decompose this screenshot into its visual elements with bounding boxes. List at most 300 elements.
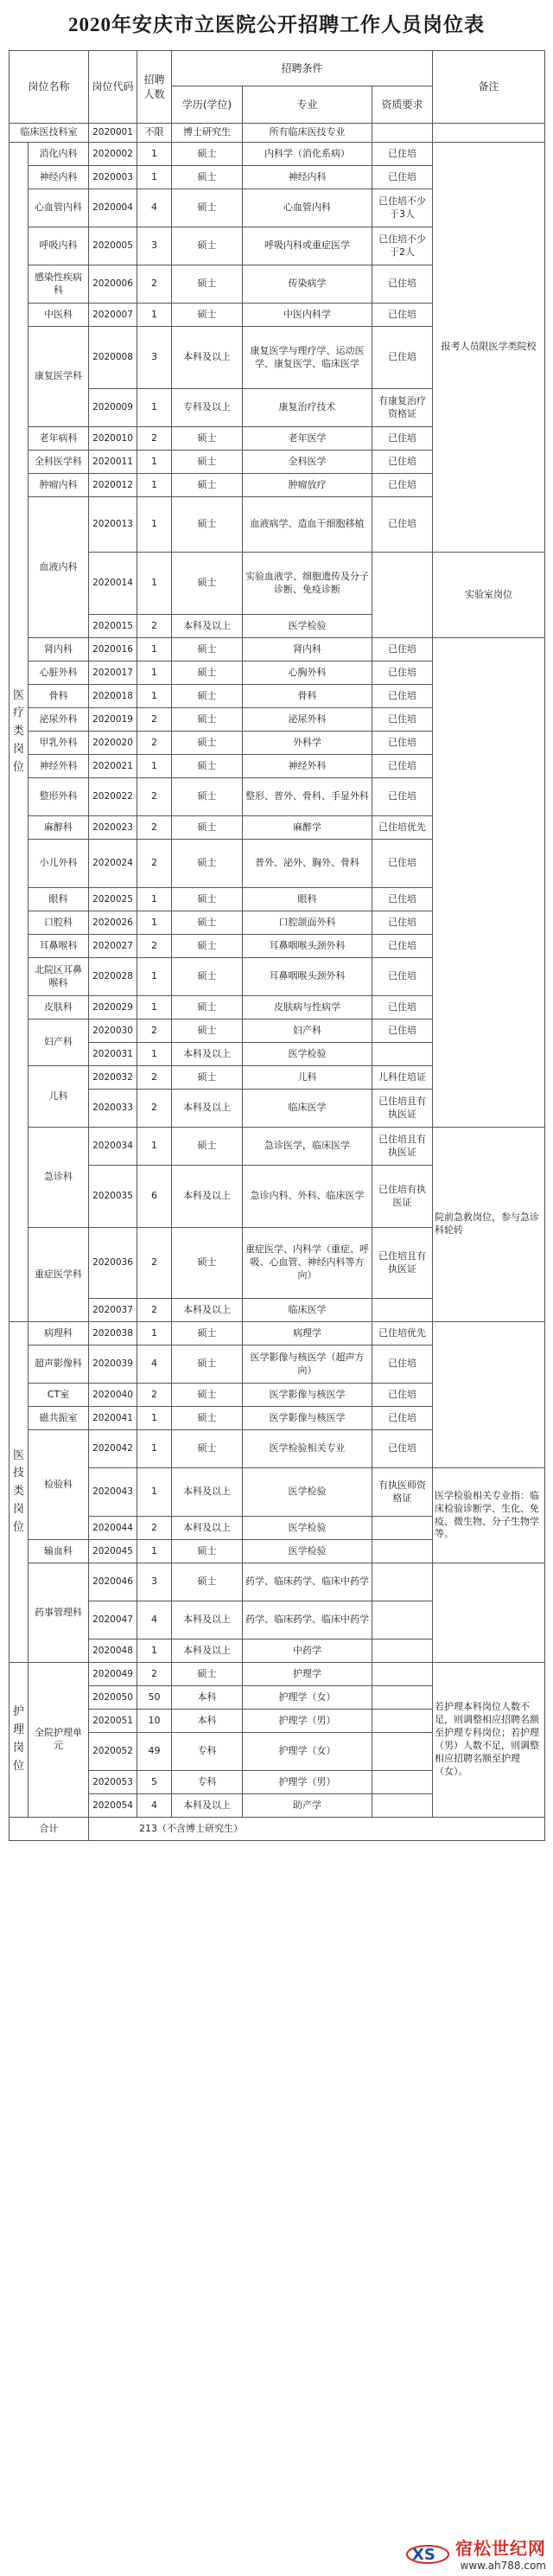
education-cell: 本科 [172,1686,243,1710]
post-code-cell: 2020009 [89,389,137,427]
count-cell: 1 [137,389,172,427]
major-cell: 神经内科 [243,166,372,189]
remarks-cell: 院前急救岗位，参与急诊科轮转 [433,1128,545,1322]
count-cell: 4 [137,1794,172,1818]
major-cell: 护理学（女） [243,1733,372,1771]
education-cell: 硕士 [172,888,243,911]
qualification-cell: 已住培且有执医证 [372,1090,433,1128]
education-cell: 本科及以上 [172,1299,243,1322]
qualification-cell [372,1771,433,1794]
education-cell: 硕士 [172,1563,243,1601]
major-cell: 急诊内科、外科、临床医学 [243,1166,372,1228]
post-code-cell: 2020041 [89,1407,137,1430]
dept-cell: 全科医学科 [29,451,89,474]
table-row [10,143,545,166]
post-code-cell: 2020025 [89,888,137,911]
qualification-cell: 已住培不少于3人 [372,189,433,227]
post-code-cell: 2020047 [89,1601,137,1640]
qualification-cell: 已住培 [372,474,433,497]
dept-cell: 呼吸内科 [29,227,89,265]
post-code-cell: 2020054 [89,1794,137,1818]
count-cell: 2 [137,615,172,638]
post-code-cell: 2020008 [89,327,137,389]
major-cell: 麻醉学 [243,816,372,840]
dept-cell: 肾内科 [29,638,89,662]
dept-cell: 骨科 [29,685,89,708]
count-cell: 2 [137,778,172,816]
dept-cell: 全院护理单元 [29,1663,89,1818]
dept-cell: 眼科 [29,888,89,911]
education-cell: 博士研究生 [172,124,243,143]
major-cell: 医学检验 [243,1517,372,1540]
major-cell: 重症医学、内科学（重症、呼吸、心血管、神经内科等方向） [243,1228,372,1299]
post-code-cell: 2020001 [89,124,137,143]
post-code-cell: 2020046 [89,1563,137,1601]
education-cell: 硕士 [172,1430,243,1468]
major-cell: 耳鼻咽喉头颈外科 [243,958,372,996]
post-code-cell: 2020019 [89,708,137,732]
post-code-cell: 2020036 [89,1228,137,1299]
qualification-cell: 已住培优先 [372,816,433,840]
site-watermark [334,2533,546,2573]
education-cell: 硕士 [172,1407,243,1430]
qualification-cell: 有执医师资格证 [372,1468,433,1517]
qualification-cell: 已住培 [372,732,433,755]
education-cell: 本科及以上 [172,615,243,638]
education-cell: 硕士 [172,638,243,662]
post-code-cell: 2020017 [89,662,137,685]
qualification-cell [372,1601,433,1640]
post-code-cell: 2020045 [89,1540,137,1563]
table-row [10,1468,545,1517]
major-cell: 护理学（女） [243,1686,372,1710]
qualification-cell: 已住培不少于2人 [372,227,433,265]
major-cell: 血液病学、造血干细胞移植 [243,497,372,553]
table-row [10,1322,545,1346]
education-cell: 硕士 [172,427,243,451]
qualification-cell: 已住培 [372,143,433,166]
count-cell: 1 [137,166,172,189]
dept-cell: 消化内科 [29,143,89,166]
post-code-cell: 2020048 [89,1640,137,1663]
positions-table [9,50,545,1841]
qualification-cell [372,1794,433,1818]
dept-cell: 整形外科 [29,778,89,816]
major-cell: 全科医学 [243,451,372,474]
major-cell: 医学影像与核医学 [243,1384,372,1407]
count-cell: 2 [137,708,172,732]
count-cell: 2 [137,840,172,888]
major-cell: 药学、临床药学、临床中药学 [243,1563,372,1601]
education-cell: 本科及以上 [172,1166,243,1228]
table-row [10,553,545,615]
post-code-cell: 2020037 [89,1299,137,1322]
count-cell: 4 [137,1346,172,1384]
table-row [10,1663,545,1686]
major-cell: 病理学 [243,1322,372,1346]
post-code-cell: 2020002 [89,143,137,166]
education-cell: 本科及以上 [172,1794,243,1818]
dept-cell: 耳鼻喉科 [29,935,89,958]
major-cell: 心胸外科 [243,662,372,685]
education-cell: 硕士 [172,778,243,816]
qualification-cell [372,1733,433,1771]
count-cell: 4 [137,1601,172,1640]
post-code-cell: 2020029 [89,996,137,1020]
dept-cell: 心血管内科 [29,189,89,227]
major-cell: 泌尿外科 [243,708,372,732]
education-cell: 硕士 [172,816,243,840]
major-cell: 康复医学与理疗学、运动医学、康复医学、临床医学 [243,327,372,389]
education-cell: 硕士 [172,1128,243,1166]
dept-cell: 北院区耳鼻喉科 [29,958,89,996]
qualification-cell [372,1517,433,1540]
major-cell: 所有临床医技专业 [243,124,372,143]
education-cell: 本科及以上 [172,327,243,389]
post-code-cell: 2020040 [89,1384,137,1407]
education-cell: 硕士 [172,143,243,166]
qualification-cell: 已住培 [372,662,433,685]
post-code-cell: 2020014 [89,553,137,615]
dept-cell: 泌尿外科 [29,708,89,732]
table-body [10,124,545,1818]
post-code-cell: 2020044 [89,1517,137,1540]
post-code-cell: 2020053 [89,1771,137,1794]
count-cell: 1 [137,638,172,662]
qualification-cell: 已住培 [372,755,433,778]
count-cell: 2 [137,1228,172,1299]
qualification-cell [372,1663,433,1686]
major-cell: 眼科 [243,888,372,911]
qualification-cell [372,1640,433,1663]
count-cell: 2 [137,427,172,451]
dept-cell: 感染性疾病科 [29,265,89,304]
dept-cell: 临床医技科室 [10,124,89,143]
education-cell: 硕士 [172,1066,243,1090]
post-code-cell: 2020010 [89,427,137,451]
count-cell: 2 [137,1066,172,1090]
dept-cell: 检验科 [29,1430,89,1540]
header-count: 招聘人数 [137,51,172,124]
count-cell: 2 [137,265,172,304]
post-code-cell: 2020004 [89,189,137,227]
dept-cell: 皮肤科 [29,996,89,1020]
post-code-cell: 2020007 [89,304,137,327]
dept-cell: 磁共振室 [29,1407,89,1430]
count-cell: 2 [137,1299,172,1322]
qualification-cell: 已住培 [372,327,433,389]
education-cell: 本科及以上 [172,1090,243,1128]
count-cell: 1 [137,1322,172,1346]
table-row [10,1128,545,1166]
dept-cell: 肿瘤内科 [29,474,89,497]
major-cell: 临床医学 [243,1299,372,1322]
svg-text:XS: XS [412,2546,435,2564]
dept-cell: 超声影像科 [29,1346,89,1384]
post-code-cell: 2020052 [89,1733,137,1771]
major-cell: 口腔颌面外科 [243,911,372,935]
post-code-cell: 2020033 [89,1090,137,1128]
major-cell: 医学检验 [243,1540,372,1563]
header-remarks: 备注 [433,51,545,124]
education-cell: 本科及以上 [172,1517,243,1540]
major-cell: 医学检验 [243,1043,372,1066]
major-cell: 耳鼻咽喉头颈外科 [243,935,372,958]
count-cell: 1 [137,1430,172,1468]
major-cell: 皮肤病与性病学 [243,996,372,1020]
major-cell: 老年医学 [243,427,372,451]
dept-cell: 病理科 [29,1322,89,1346]
category-cell: 医技类岗位 [10,1322,29,1663]
header-major: 专业 [243,86,372,124]
qualification-cell: 已住培 [372,304,433,327]
post-code-cell: 2020015 [89,615,137,638]
count-cell: 1 [137,1128,172,1166]
education-cell: 硕士 [172,265,243,304]
table-row [10,124,545,143]
post-code-cell: 2020050 [89,1686,137,1710]
count-cell: 2 [137,1663,172,1686]
post-code-cell: 2020043 [89,1468,137,1517]
post-code-cell: 2020024 [89,840,137,888]
major-cell: 肾内科 [243,638,372,662]
count-cell: 6 [137,1166,172,1228]
dept-cell: 口腔科 [29,911,89,935]
major-cell: 急诊医学，临床医学 [243,1128,372,1166]
major-cell: 助产学 [243,1794,372,1818]
post-code-cell: 2020012 [89,474,137,497]
dept-cell: 小儿外科 [29,840,89,888]
qualification-cell: 已住培 [372,1407,433,1430]
count-cell: 2 [137,1384,172,1407]
education-cell: 硕士 [172,996,243,1020]
education-cell: 硕士 [172,497,243,553]
qualification-cell [372,1299,433,1322]
major-cell: 医学检验 [243,615,372,638]
education-cell: 硕士 [172,1384,243,1407]
count-cell: 3 [137,1563,172,1601]
education-cell: 硕士 [172,755,243,778]
total-value: 213（不含博士研究生） [89,1818,545,1841]
count-cell: 49 [137,1733,172,1771]
dept-cell: 药事管理科 [29,1563,89,1663]
qualification-cell: 已住培 [372,1384,433,1407]
education-cell: 硕士 [172,304,243,327]
count-cell: 2 [137,935,172,958]
count-cell: 1 [137,662,172,685]
education-cell: 硕士 [172,1346,243,1384]
count-cell: 1 [137,1468,172,1517]
dept-cell: 妇产科 [29,1020,89,1066]
qualification-cell [372,1540,433,1563]
remarks-cell [433,638,545,1128]
major-cell: 内科学（消化系病） [243,143,372,166]
qualification-cell: 已住培有执医证 [372,1166,433,1228]
post-code-cell: 2020035 [89,1166,137,1228]
major-cell: 实验血液学、细胞遗传及分子诊断、免疫诊断 [243,553,372,615]
count-cell: 1 [137,888,172,911]
major-cell: 临床医学 [243,1090,372,1128]
education-cell: 硕士 [172,911,243,935]
table-row [10,638,545,662]
header-qualification: 资质要求 [372,86,433,124]
post-code-cell: 2020042 [89,1430,137,1468]
count-cell: 1 [137,958,172,996]
qualification-cell: 已住培 [372,708,433,732]
remarks-cell [433,1563,545,1663]
qualification-cell: 已住培且有执医证 [372,1228,433,1299]
qualification-cell [372,1710,433,1733]
remarks-cell: 若护理本科岗位人数不足，则调整相应招聘名额至护理专科岗位；若护理（男）人数不足，则调整相应招聘名额至护理（女）。 [433,1663,545,1818]
education-cell: 本科及以上 [172,1468,243,1517]
count-cell: 1 [137,1540,172,1563]
post-code-cell: 2020016 [89,638,137,662]
education-cell: 硕士 [172,840,243,888]
post-code-cell: 2020028 [89,958,137,996]
education-cell: 硕士 [172,958,243,996]
qualification-cell [372,124,433,143]
count-cell: 1 [137,685,172,708]
dept-cell: 老年病科 [29,427,89,451]
count-cell: 1 [137,755,172,778]
major-cell: 医学检验相关专业 [243,1430,372,1468]
post-code-cell: 2020021 [89,755,137,778]
education-cell: 硕士 [172,1540,243,1563]
dept-cell: 急诊科 [29,1128,89,1228]
post-code-cell: 2020013 [89,497,137,553]
count-cell: 1 [137,1640,172,1663]
qualification-cell: 已住培 [372,685,433,708]
education-cell: 硕士 [172,474,243,497]
major-cell: 普外、泌外、胸外、骨科 [243,840,372,888]
post-code-cell: 2020031 [89,1043,137,1066]
post-code-cell: 2020006 [89,265,137,304]
count-cell: 1 [137,451,172,474]
education-cell: 硕士 [172,685,243,708]
category-cell: 医疗类岗位 [10,143,29,1322]
dept-cell: 麻醉科 [29,816,89,840]
count-cell: 2 [137,732,172,755]
remarks-cell: 报考人员限医学类院校 [433,143,545,553]
qualification-cell: 已住培 [372,888,433,911]
post-code-cell: 2020051 [89,1710,137,1733]
major-cell: 护理学（男） [243,1771,372,1794]
count-cell: 不限 [137,124,172,143]
education-cell: 硕士 [172,1663,243,1686]
post-code-cell: 2020027 [89,935,137,958]
qualification-cell: 已住培 [372,1020,433,1043]
remarks-cell [433,1322,545,1468]
qualification-cell: 已住培 [372,166,433,189]
major-cell: 医学影像与核医学 [243,1407,372,1430]
qualification-cell: 已住培 [372,638,433,662]
post-code-cell: 2020039 [89,1346,137,1384]
education-cell: 硕士 [172,1228,243,1299]
major-cell: 医学影像与核医学（超声方向） [243,1346,372,1384]
qualification-cell [372,1686,433,1710]
count-cell: 1 [137,143,172,166]
count-cell: 1 [137,474,172,497]
major-cell: 康复治疗技术 [243,389,372,427]
education-cell: 硕士 [172,935,243,958]
post-code-cell: 2020032 [89,1066,137,1090]
qualification-cell: 已住培 [372,958,433,996]
qualification-cell: 已住培 [372,1346,433,1384]
dept-cell: 心脏外科 [29,662,89,685]
education-cell: 硕士 [172,451,243,474]
count-cell: 2 [137,1020,172,1043]
post-code-cell: 2020023 [89,816,137,840]
education-cell: 本科及以上 [172,1601,243,1640]
count-cell: 1 [137,996,172,1020]
major-cell: 儿科 [243,1066,372,1090]
qualification-cell: 有康复治疗资格证 [372,389,433,427]
header-post-name: 岗位名称 [10,51,89,124]
dept-cell: 神经内科 [29,166,89,189]
post-code-cell: 2020030 [89,1020,137,1043]
count-cell: 1 [137,553,172,615]
qualification-cell: 已住培 [372,497,433,553]
education-cell: 硕士 [172,662,243,685]
education-cell: 硕士 [172,708,243,732]
dept-cell: CT室 [29,1384,89,1407]
post-code-cell: 2020038 [89,1322,137,1346]
major-cell: 传染病学 [243,265,372,304]
remarks-cell: 医学检验相关专业指：临床检验诊断学、生化、免疫、微生物、分子生物学等。 [433,1468,545,1563]
qualification-cell: 已住培优先 [372,1322,433,1346]
qualification-cell [372,553,433,638]
count-cell: 2 [137,816,172,840]
education-cell: 专科及以上 [172,389,243,427]
education-cell: 硕士 [172,227,243,265]
qualification-cell: 儿科住培证 [372,1066,433,1090]
post-code-cell: 2020005 [89,227,137,265]
major-cell: 神经外科 [243,755,372,778]
education-cell: 硕士 [172,732,243,755]
header-education: 学历(学位) [172,86,243,124]
site-url: www.ah788.com [460,2559,546,2572]
major-cell: 呼吸内科或重症医学 [243,227,372,265]
dept-cell: 康复医学科 [29,327,89,427]
total-label: 合计 [10,1818,89,1841]
qualification-cell: 已住培 [372,996,433,1020]
qualification-cell: 已住培 [372,451,433,474]
count-cell: 1 [137,1043,172,1066]
education-cell: 专科 [172,1771,243,1794]
qualification-cell: 已住培 [372,935,433,958]
category-cell: 护理岗位 [10,1663,29,1818]
qualification-cell: 已住培 [372,265,433,304]
count-cell: 2 [137,1090,172,1128]
count-cell: 1 [137,304,172,327]
qualification-cell [372,1043,433,1066]
remarks-cell [433,124,545,143]
count-cell: 1 [137,911,172,935]
post-code-cell: 2020011 [89,451,137,474]
education-cell: 硕士 [172,1322,243,1346]
count-cell: 5 [137,1771,172,1794]
count-cell: 3 [137,327,172,389]
qualification-cell: 已住培 [372,427,433,451]
qualification-cell: 已住培 [372,1430,433,1468]
count-cell: 50 [137,1686,172,1710]
dept-cell: 神经外科 [29,755,89,778]
qualification-cell: 已住培 [372,911,433,935]
education-cell: 本科 [172,1710,243,1733]
education-cell: 硕士 [172,553,243,615]
qualification-cell: 已住培 [372,778,433,816]
header-conditions: 招聘条件 [172,51,433,86]
